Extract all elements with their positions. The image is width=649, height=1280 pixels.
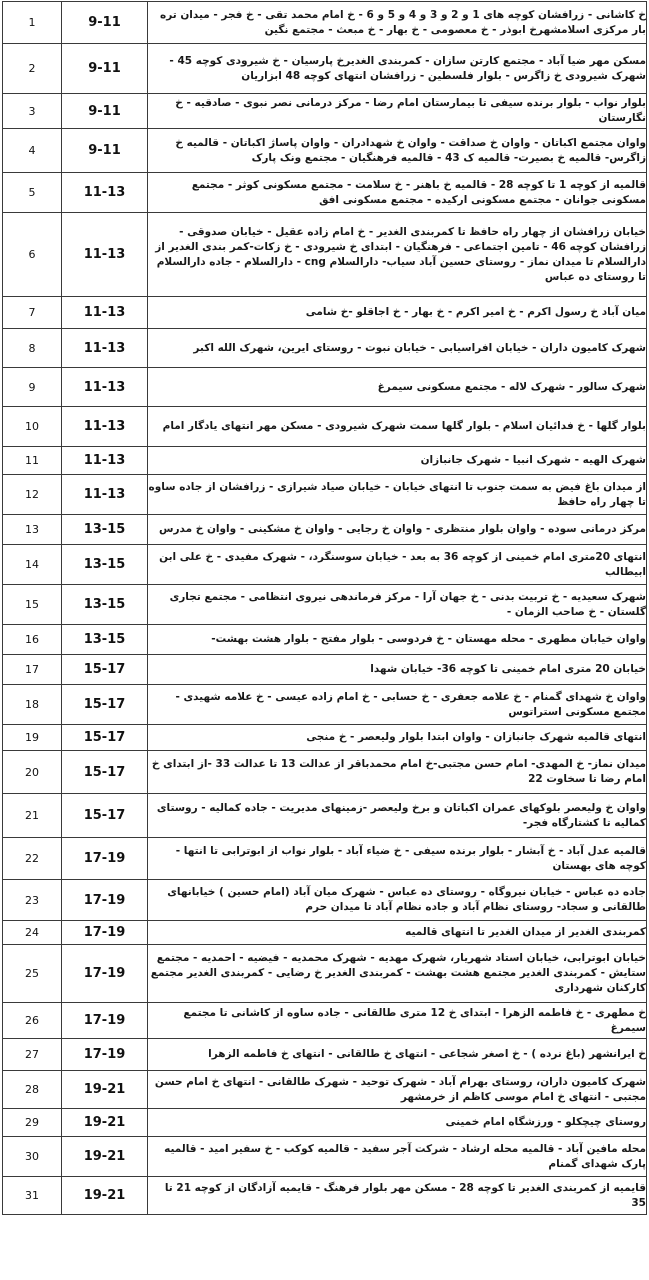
- area-description: انتهای قالمیه شهرک جانبازان - واوان ابتدا بلوار ولیعصر - خ منجی: [148, 725, 647, 751]
- table-row: [3, 1109, 647, 1137]
- time-slot: 19-21: [62, 1137, 148, 1177]
- row-number: 11: [3, 447, 62, 475]
- time-slot: 13-15: [62, 545, 148, 585]
- table-row: [3, 545, 647, 585]
- time-slot: 19-21: [62, 1109, 148, 1137]
- area-description: خ ایرانشهر (باغ نرده ) - خ اصغر شجاعی - انتهای خ طالقانی - انتهای خ فاطمه الزهرا: [148, 1039, 647, 1071]
- time-slot: 17-19: [62, 945, 148, 1003]
- row-number: 18: [3, 685, 62, 725]
- area-description: قالمیه از کوچه 1 تا کوچه 28 - قالمیه خ باهنر - خ سلامت - مجتمع مسکونی کوثر - مجتمع مسکونی جوانان - مجتمع مسکونی ارکیده - مجتمع مسکونی افق: [148, 173, 647, 213]
- row-number: 14: [3, 545, 62, 585]
- area-description: جاده ده عباس - خیابان نیروگاه - روستای ده عباس - شهرک میان آباد (امام حسین ) خیابانهای طالقانی و سجاد- روستای نظام آباد و جاده نظام آباد تا میدان حرم: [148, 880, 647, 921]
- time-slot: 17-19: [62, 880, 148, 921]
- area-description: میان آباد خ رسول اکرم - خ امیر اکرم - خ بهار - خ اجاقلو -خ شامی: [148, 297, 647, 329]
- area-description: مسکن مهر ضیا آباد - مجتمع کارتن سازان - کمربندی الغدیرخ پارسیان - خ شیرودی کوچه 45 - شهرک شیرودی خ زاگرس - بلوار فلسطین - زرافشان انتهای کوچه 48 ابزاریان: [148, 44, 647, 94]
- time-slot: 11-13: [62, 407, 148, 447]
- area-description: واوان خیابان مطهری - محله مهستان - خ فردوسی - بلوار مفتح - بلوار هشت بهشت-: [148, 625, 647, 655]
- area-description: میدان نماز- خ المهدی- امام حسن مجتبی-خ امام محمدباقر از عدالت 13 تا عدالت 33 -از ابتدای خ امام رضا تا سخاوت 22: [148, 751, 647, 794]
- time-slot: 13-15: [62, 515, 148, 545]
- row-number: 7: [3, 297, 62, 329]
- area-description: بلوار گلها - خ فدائیان اسلام - بلوار گلها سمت شهرک شیرودی - مسکن مهر انتهای یادگار امام: [148, 407, 647, 447]
- area-description: واوان خ ولیعصر بلوکهای عمران اکباتان و برخ ولیعصر -زمینهای مدیریت - جاده کمالیه - روستای کمالیه تا کشتارگاه فجر-: [148, 794, 647, 838]
- time-slot: 17-19: [62, 1039, 148, 1071]
- time-slot: 11-13: [62, 368, 148, 407]
- time-slot: 9-11: [62, 129, 148, 173]
- area-description: قایمیه از کمربندی الغدیر تا کوچه 28 - مسکن مهر بلوار فرهنگ - قایمیه آزادگان از کوچه 21 تا 35: [148, 1177, 647, 1215]
- table-row: [3, 407, 647, 447]
- time-slot: 15-17: [62, 725, 148, 751]
- row-number: 8: [3, 329, 62, 368]
- row-number: 5: [3, 173, 62, 213]
- area-description: خیابان 20 متری امام خمینی تا کوچه 36- خیابان شهدا: [148, 655, 647, 685]
- row-number: 21: [3, 794, 62, 838]
- time-slot: 9-11: [62, 2, 148, 44]
- table-row: [3, 1137, 647, 1177]
- table-row: [3, 794, 647, 838]
- time-slot: 11-13: [62, 329, 148, 368]
- time-slot: 15-17: [62, 751, 148, 794]
- table-row: [3, 515, 647, 545]
- row-number: 30: [3, 1137, 62, 1177]
- row-number: 20: [3, 751, 62, 794]
- area-description: محله مافین آباد - قالمیه محله ارشاد - شرکت آجر سفید - قالمیه کوکب - خ سفیر امید - قالمیه پارک شهدای گمنام: [148, 1137, 647, 1177]
- area-description: شهرک سعیدیه - خ تربیت بدنی - خ جهان آرا - مرکز فرماندهی نیروی انتظامی - مجتمع تجاری گلستان - خ صاحب الزمان -: [148, 585, 647, 625]
- row-number: 23: [3, 880, 62, 921]
- row-number: 4: [3, 129, 62, 173]
- area-description: خ مطهری - خ فاطمه الزهرا - ابتدای خ 12 متری طالقانی - جاده ساوه از کاشانی تا مجتمع سیمرغ: [148, 1003, 647, 1039]
- table-row: [3, 129, 647, 173]
- row-number: 6: [3, 213, 62, 297]
- row-number: 24: [3, 921, 62, 945]
- time-slot: 17-19: [62, 838, 148, 880]
- table-row: [3, 329, 647, 368]
- area-description: خیابان ابوترابی، خیابان استاد شهریار، شهرک مهدیه - شهرک محمدیه - فیضیه - احمدیه - مجتمع ستایش - کمربندی الغدیر مجتمع هشت بهشت - کمربندی الغدیر خ رضایی - کمربندی الغدیر مجتمع کارکنان شهرداری: [148, 945, 647, 1003]
- table-row: [3, 1177, 647, 1215]
- time-slot: 13-15: [62, 585, 148, 625]
- table-row: [3, 213, 647, 297]
- table-row: [3, 368, 647, 407]
- area-description: شهرک سالور - شهرک لاله - مجتمع مسکونی سیمرغ: [148, 368, 647, 407]
- outage-schedule-table: [2, 1, 647, 1215]
- table-row: [3, 173, 647, 213]
- table-row: [3, 655, 647, 685]
- area-description: واوان خ شهدای گمنام - خ علامه جعفری - خ حسابی - خ امام زاده عیسی - خ علامه شهیدی - مجتمع مسکونی استراتوس: [148, 685, 647, 725]
- area-description: واوان مجتمع اکباتان - واوان خ صداقت - واوان خ شهدادران - واوان پاساژ اکباتان - قالمیه خ زاگرس- قالمیه خ بصیرت- قالمیه ک 43 - قالمیه فرهنگیان - مجتمع ونک پارک: [148, 129, 647, 173]
- table-row: [3, 94, 647, 129]
- table-row: [3, 921, 647, 945]
- row-number: 13: [3, 515, 62, 545]
- table-row: [3, 625, 647, 655]
- area-description: از میدان باغ فیض به سمت جنوب تا انتهای خیابان - خیابان صیاد شیرازی - زرافشان از جاده ساوه تا چهار راه حافظ: [148, 475, 647, 515]
- row-number: 2: [3, 44, 62, 94]
- row-number: 26: [3, 1003, 62, 1039]
- area-description: انتهای 20متری امام خمینی از کوچه 36 به بعد - خیابان سوسنگرد، - شهرک مفیدی - خ علی ابن ابیطالب: [148, 545, 647, 585]
- time-slot: 9-11: [62, 94, 148, 129]
- row-number: 22: [3, 838, 62, 880]
- area-description: بلوار نواب - بلوار برنده سیفی تا بیمارستان امام رضا - مرکز درمانی نصر نبوی - صادقیه - خ نگارستان: [148, 94, 647, 129]
- time-slot: 15-17: [62, 685, 148, 725]
- row-number: 9: [3, 368, 62, 407]
- area-description: مرکز درمانی سوده - واوان بلوار منتظری - واوان خ رجایی - واوان خ مشکینی - واوان خ مدرس: [148, 515, 647, 545]
- time-slot: 19-21: [62, 1177, 148, 1215]
- row-number: 31: [3, 1177, 62, 1215]
- row-number: 29: [3, 1109, 62, 1137]
- row-number: 19: [3, 725, 62, 751]
- table-row: [3, 1039, 647, 1071]
- time-slot: 19-21: [62, 1071, 148, 1109]
- area-description: خ کاشانی - زرافشان کوچه های 1 و 2 و 3 و 4 و 5 و 6 - خ امام محمد تقی - خ فجر - میدان تره بار مرکزی اسلامشهرخ ابوذر - خ معصومی - خ بهار - خ مبعث - مجتمع نگین: [148, 2, 647, 44]
- row-number: 12: [3, 475, 62, 515]
- table-row: [3, 685, 647, 725]
- row-number: 28: [3, 1071, 62, 1109]
- table-row: [3, 945, 647, 1003]
- time-slot: 9-11: [62, 44, 148, 94]
- table-row: [3, 725, 647, 751]
- table-row: [3, 447, 647, 475]
- table-row: [3, 880, 647, 921]
- row-number: 1: [3, 2, 62, 44]
- area-description: کمربندی الغدیر از میدان الغدیر تا انتهای قالمیه: [148, 921, 647, 945]
- area-description: قالمیه عدل آباد - خ آبشار - بلوار برنده سیفی - خ ضیاء آباد - بلوار نواب از ابوترابی تا انتها - کوچه های بهستان: [148, 838, 647, 880]
- table-row: [3, 44, 647, 94]
- table-body: [3, 2, 647, 1215]
- time-slot: 11-13: [62, 447, 148, 475]
- table-row: [3, 475, 647, 515]
- time-slot: 13-15: [62, 625, 148, 655]
- area-description: روستای چیچکلو - ورزشگاه امام خمینی: [148, 1109, 647, 1137]
- time-slot: 11-13: [62, 297, 148, 329]
- area-description: شهرک الهیه - شهرک انبیا - شهرک جانبازان: [148, 447, 647, 475]
- row-number: 17: [3, 655, 62, 685]
- table-row: [3, 1071, 647, 1109]
- area-description: شهرک کامیون داران - خیابان افراسیابی - خیابان نبوت - روستای ایرین، شهرک الله اکبر: [148, 329, 647, 368]
- row-number: 15: [3, 585, 62, 625]
- row-number: 3: [3, 94, 62, 129]
- time-slot: 11-13: [62, 173, 148, 213]
- table-row: [3, 297, 647, 329]
- time-slot: 15-17: [62, 794, 148, 838]
- area-description: خیابان زرافشان از چهار راه حافظ تا کمربندی الغدیر - خ امام زاده عقیل - خیابان صدوقی - زرافشان کوچه 46 - تامین اجتماعی - فرهنگیان - ابتدای خ شیرودی - خ زکات-کمر بندی الغدیر از دارالسلام تا میدان نماز - روستای حسین آباد سیاب- دارالسلام cng - دارالسلام - جاده دارالسلام تا روستای ده عباس: [148, 213, 647, 297]
- table-row: [3, 585, 647, 625]
- table-row: [3, 1003, 647, 1039]
- table-row: [3, 2, 647, 44]
- row-number: 10: [3, 407, 62, 447]
- table-row: [3, 838, 647, 880]
- row-number: 16: [3, 625, 62, 655]
- time-slot: 11-13: [62, 475, 148, 515]
- row-number: 27: [3, 1039, 62, 1071]
- time-slot: 11-13: [62, 213, 148, 297]
- area-description: شهرک کامیون داران، روستای بهرام آباد - شهرک توحید - شهرک طالقانی - انتهای خ امام حسن مجتبی - انتهای خ امام موسی کاظم از خرمشهر: [148, 1071, 647, 1109]
- time-slot: 17-19: [62, 1003, 148, 1039]
- row-number: 25: [3, 945, 62, 1003]
- time-slot: 17-19: [62, 921, 148, 945]
- time-slot: 15-17: [62, 655, 148, 685]
- table-row: [3, 751, 647, 794]
